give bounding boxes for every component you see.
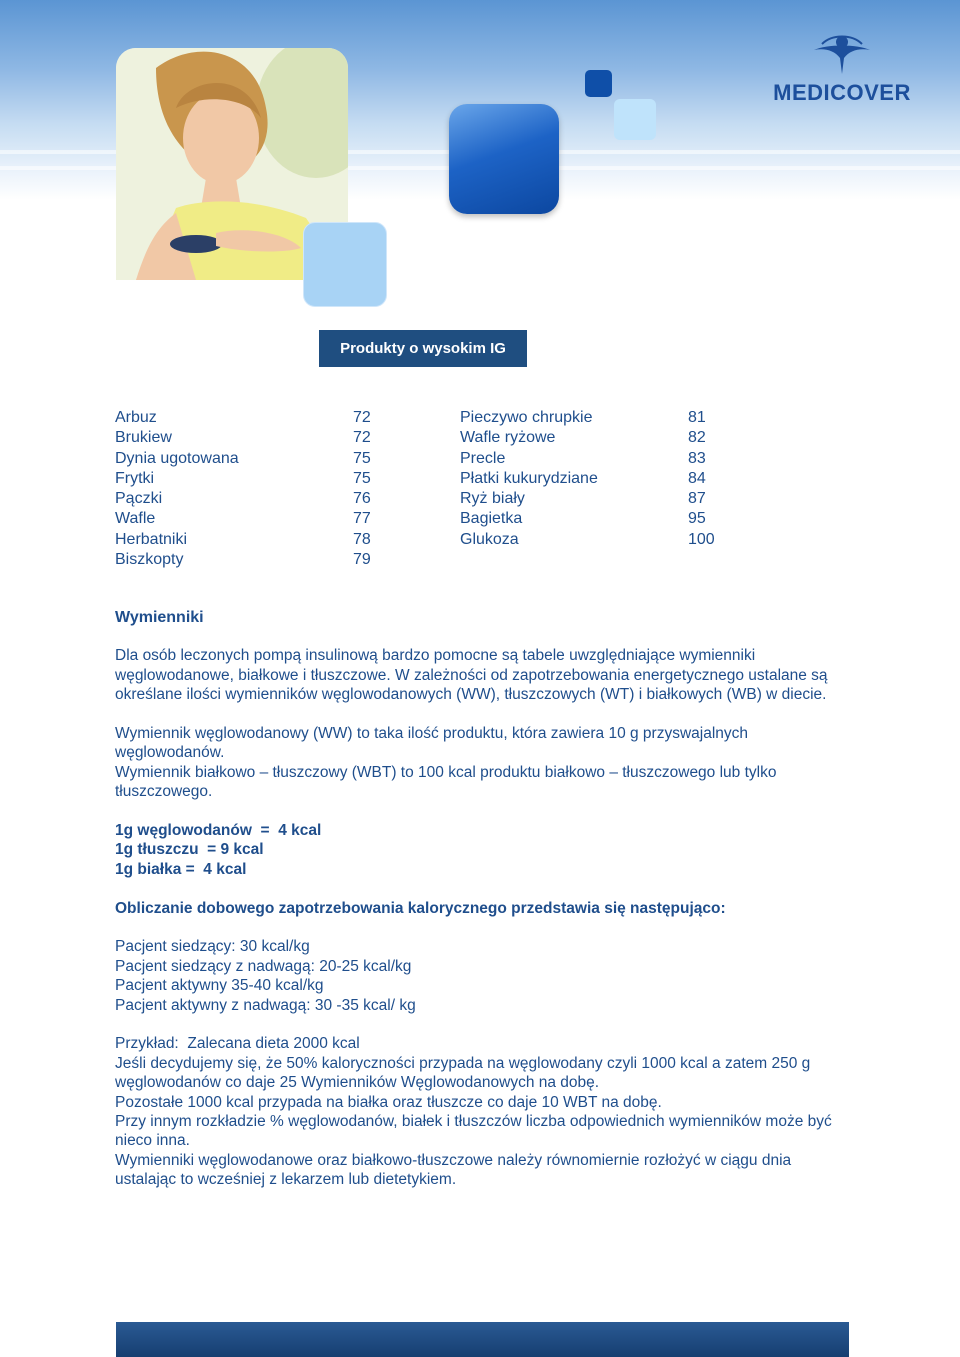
example-line: Jeśli decydujemy się, że 50% kaloryczności przypada na węglowodany czyli 1000 kcal a zatem 250 g węglowodanów co daje 25 Wymienników Węglowodanowych na dobę. [115,1054,811,1092]
ig-value: 72 [353,429,371,447]
ig-table-row [115,489,371,509]
patient-line: Pacjent siedzący z nadwagą: 20-25 kcal/kg [115,957,412,975]
ig-table-row [115,530,371,550]
patient-line: Pacjent aktywny z nadwagą: 30 -35 kcal/ kg [115,996,416,1014]
ig-table-row [115,449,371,469]
small-light-square [614,99,656,140]
patient-line: Pacjent aktywny 35-40 kcal/kg [115,977,324,995]
ig-table-row [460,449,715,469]
product-name: Herbatniki [115,530,188,548]
ig-table-row [460,530,715,550]
ig-value: 76 [353,490,371,508]
ig-table-row [460,489,715,509]
ig-table-row [115,469,371,489]
product-name: Glukoza [460,530,519,548]
ig-table-row [460,428,715,448]
ig-value: 78 [353,530,371,548]
ig-value: 75 [353,469,371,487]
patient-line: Pacjent siedzący: 30 kcal/kg [115,938,310,956]
product-name: Wafle [115,510,156,528]
product-name: Pączki [115,490,163,508]
light-blue-square [303,222,387,307]
ig-value: 84 [688,469,706,487]
product-name: Dynia ugotowana [115,449,239,467]
product-name: Wafle ryżowe [460,429,556,447]
product-name: Arbuz [115,409,157,426]
definition-wbt: Wymiennik białkowo – tłuszczowy (WBT) to 100 kcal produktu białkowo – tłuszczowego lub tylko tłuszczowego. [115,763,777,801]
product-name: Biszkopty [115,551,184,569]
ig-value: 81 [688,409,706,426]
ig-value: 75 [353,449,371,467]
calc-title: Obliczanie dobowego zapotrzebowania kalorycznego przedstawia się następująco: [115,899,726,917]
ig-table-row [460,408,715,428]
example-line: Przykład: Zalecana dieta 2000 kcal [115,1035,360,1053]
large-blue-square [449,104,559,214]
section-title: Wymienniki [115,609,204,626]
product-name: Pieczywo chrupkie [460,409,593,426]
ig-table-row [460,509,715,529]
example-line: Wymienniki węglowodanowe oraz białkowo-tłuszczowe należy równomiernie rozłożyć w ciągu dnia ustalając to wcześniej z lekarzem lub dietetykiem. [115,1151,792,1189]
ig-value: 79 [353,551,371,569]
example-line: Pozostałe 1000 kcal przypada na białka oraz tłuszcze co daje 10 WBT na dobę. [115,1093,662,1111]
footer-bar [116,1322,849,1357]
ig-value: 72 [353,409,371,426]
ig-value: 100 [688,530,715,548]
ig-value: 87 [688,490,706,508]
product-name: Bagietka [460,510,523,528]
ig-table-left [115,408,371,570]
ig-table-row [115,428,371,448]
kcal-line: 1g białka = 4 kcal [115,860,247,878]
ig-table-right [460,408,715,550]
product-name: Brukiew [115,429,172,447]
product-name: Ryż biały [460,490,525,508]
brand-name: MEDICOVER [773,80,911,105]
product-name: Precle [460,449,506,467]
kcal-line: 1g tłuszczu = 9 kcal [115,841,264,859]
ig-value: 82 [688,429,706,447]
ig-table-row [115,550,371,570]
logo-emblem-icon [772,30,912,80]
kcal-line: 1g węglowodanów = 4 kcal [115,822,322,840]
product-name: Frytki [115,469,155,487]
definition-ww: Wymiennik węglowodanowy (WW) to taka ilość produktu, która zawiera 10 g przyswajalnych węglowodanów. [115,725,749,762]
ig-table-row [115,408,371,428]
product-name: Płatki kukurydziane [460,469,598,487]
section-heading: Produkty o wysokim IG [319,330,527,367]
ig-value: 83 [688,449,706,467]
ig-value: 95 [688,510,706,528]
ig-value: 77 [353,510,371,528]
small-dark-square [585,70,612,97]
main-content [115,608,855,1190]
example-line: Przy innym rozkładzie % węglowodanów, białek i tłuszczów liczba odpowiednich wymienników może być nieco inna. [115,1113,832,1150]
intro-paragraph: Dla osób leczonych pompą insulinową bardzo pomocne są tabele uwzględniające wymienniki węglowodanowe, białkowe i tłuszczowe. W zależności od zapotrzebowania energetycznego ustalane są określane ilości wymienników węglowodanowych (WW), tłuszczowych (WT) i białkowych (WB) w diecie. [115,647,828,704]
ig-table-row [460,469,715,489]
medicover-logo [772,30,912,110]
ig-table-row [115,509,371,529]
